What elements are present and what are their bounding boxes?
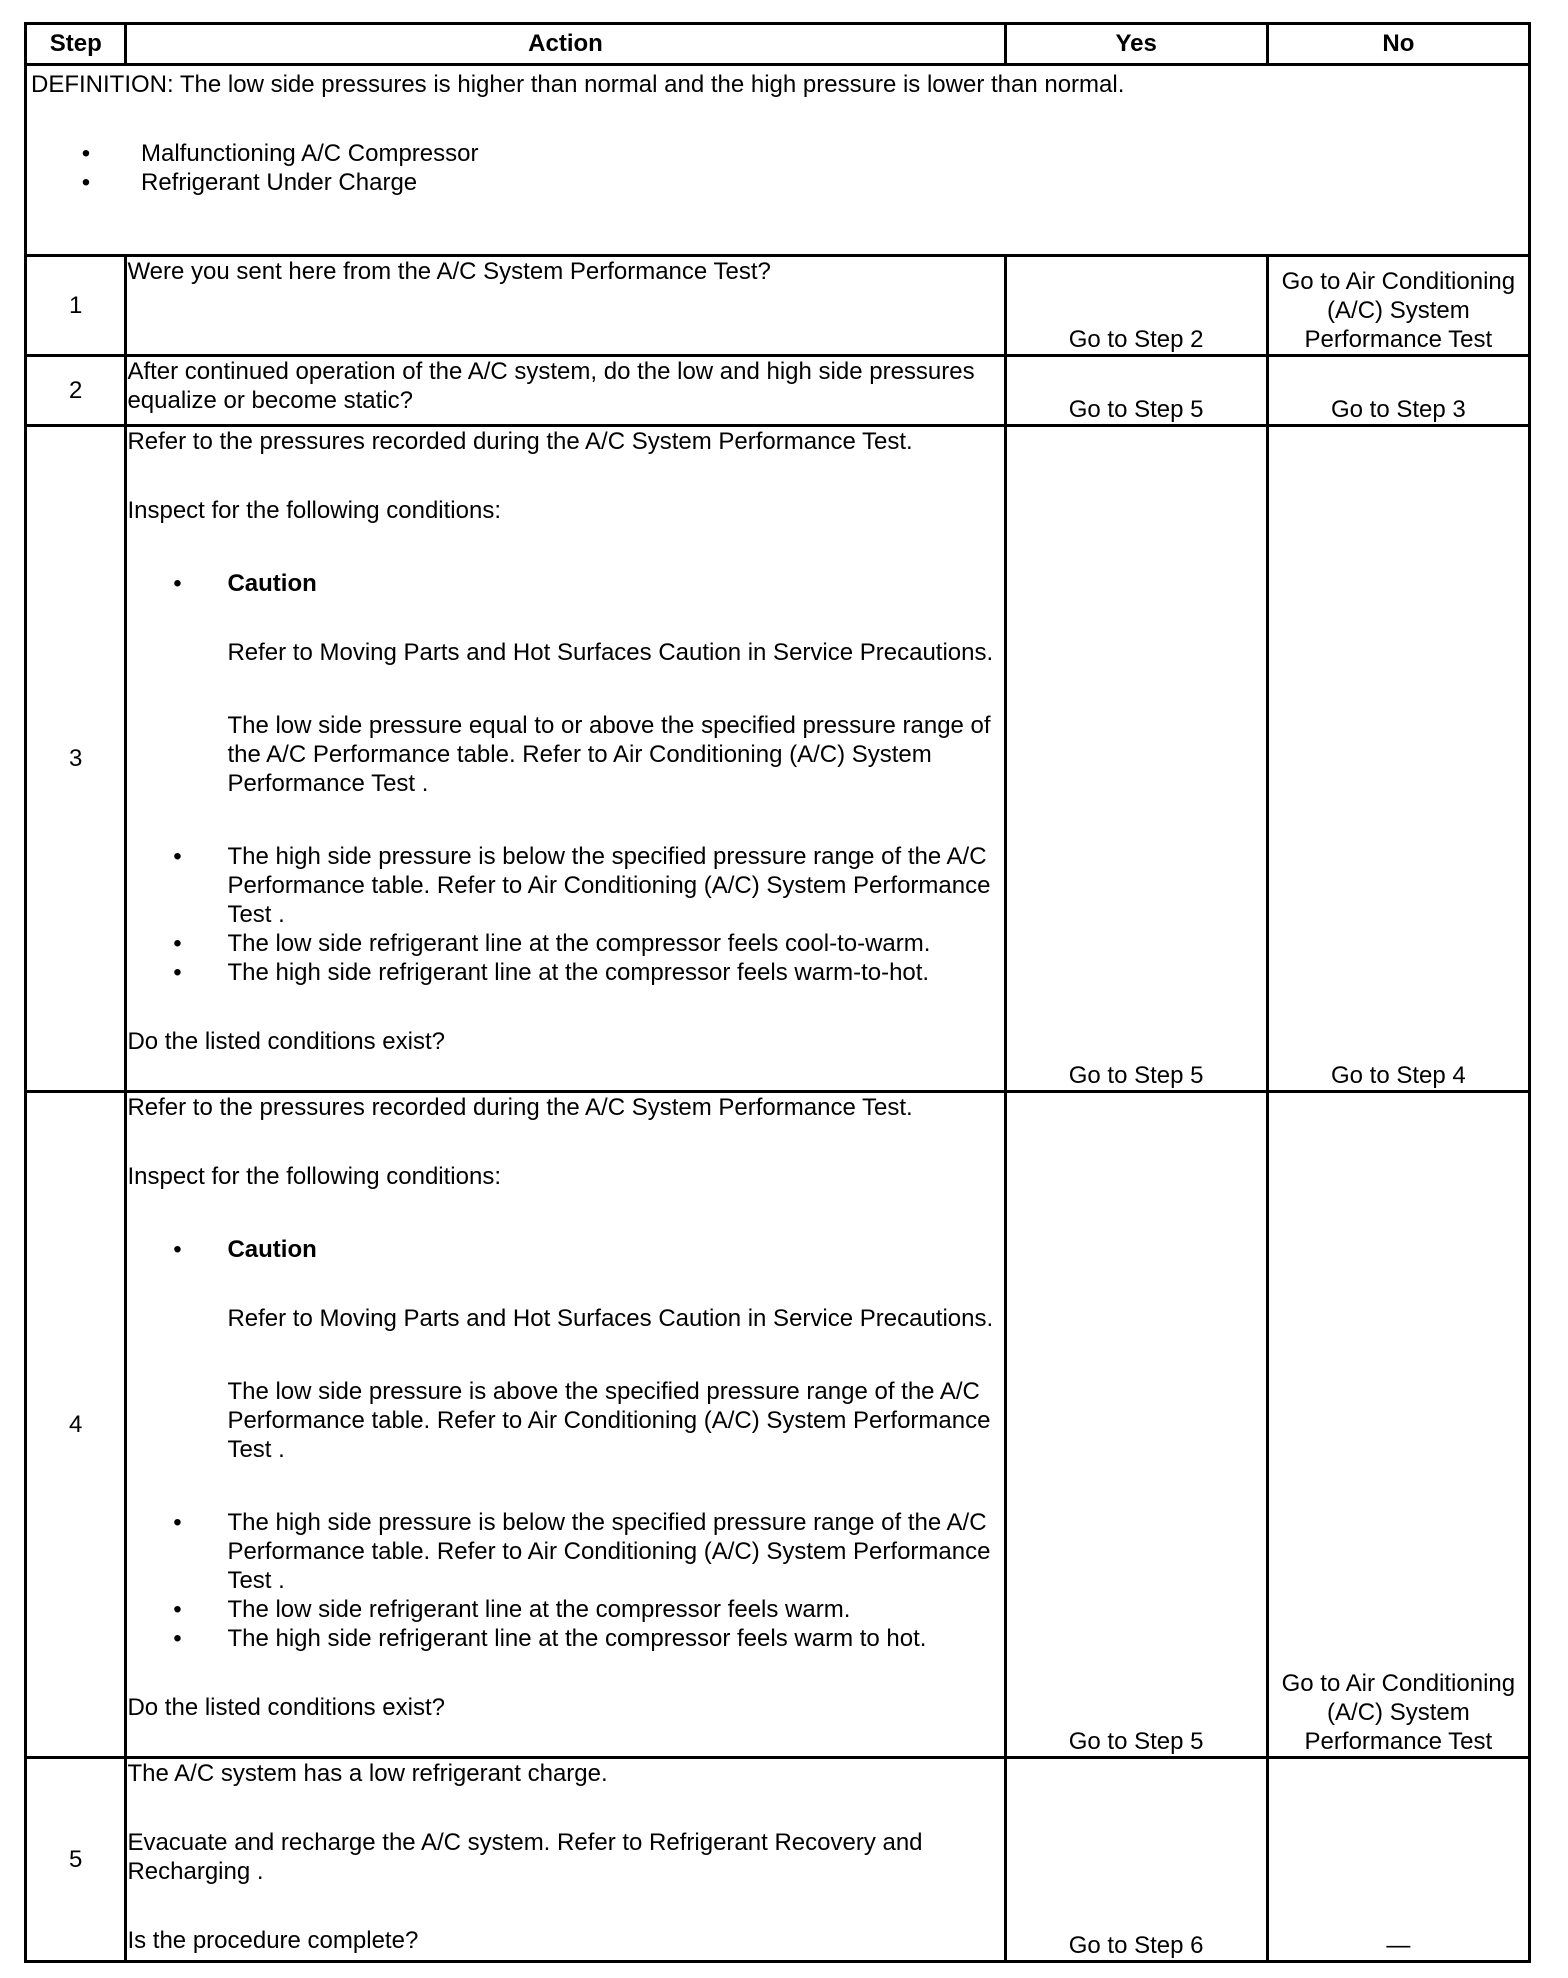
header-step: Step xyxy=(26,24,126,65)
header-yes: Yes xyxy=(1005,24,1267,65)
list-item: • Malfunctioning A/C Compressor xyxy=(81,140,479,167)
yes-cell: Go to Step 6 xyxy=(1005,1758,1267,1962)
header-action: Action xyxy=(126,24,1005,65)
table-row xyxy=(26,256,1530,356)
table-row xyxy=(26,1092,1530,1758)
no-cell: Go to Air Conditioning (A/C) System Performance Test xyxy=(1267,256,1529,356)
step-number: 2 xyxy=(26,356,126,426)
step-number: 4 xyxy=(26,1092,126,1758)
action-cell: Refer to the pressures recorded during the A/C System Performance Test. Inspect for the following conditions: • Caution Refer to Moving Parts and Hot Surfaces Caution in Service Precautions. The low side pressure equal to or above the specified pressure range of the A/C Performance table. Refer to Air Conditioning (A/C) System Performance Test . • The high side pressure is below the specified pressure range of the A/C Performance table. Refer to Air Conditioning (A/C) System Performance Test . • The low side refrigerant line at the compressor feels cool-to-warm. • The high side refrigerant line at the compressor feels warm-to-hot. Do the listed conditions exist? xyxy=(126,426,1005,1092)
yes-cell: Go to Step 2 xyxy=(1005,256,1267,356)
header-row xyxy=(26,24,1530,65)
table-row xyxy=(26,426,1530,1092)
action-cell: After continued operation of the A/C system, do the low and high side pressures equalize or become static? xyxy=(126,356,1005,426)
yes-cell: Go to Step 5 xyxy=(1005,356,1267,426)
no-cell: Go to Step 4 xyxy=(1267,426,1529,1092)
action-cell: The A/C system has a low refrigerant charge. Evacuate and recharge the A/C system. Refer to Refrigerant Recovery and Recharging . Is the procedure complete? xyxy=(126,1758,1005,1962)
diagnostic-table xyxy=(24,22,1531,1963)
no-cell: — xyxy=(1267,1758,1529,1962)
definition-text: DEFINITION: The low side pressures is higher than normal and the high pressure is lower than normal. xyxy=(31,71,1125,98)
step-number: 5 xyxy=(26,1758,126,1962)
list-item: • Refrigerant Under Charge xyxy=(81,169,418,196)
no-cell: Go to Air Conditioning (A/C) System Performance Test xyxy=(1267,1092,1529,1758)
yes-cell: Go to Step 5 xyxy=(1005,426,1267,1092)
action-cell: Were you sent here from the A/C System Performance Test? xyxy=(126,256,1005,356)
table-row xyxy=(26,356,1530,426)
table-row xyxy=(26,1758,1530,1962)
no-cell: Go to Step 3 xyxy=(1267,356,1529,426)
definition-row xyxy=(26,65,1530,256)
yes-cell: Go to Step 5 xyxy=(1005,1092,1267,1758)
header-no: No xyxy=(1267,24,1529,65)
step-number: 1 xyxy=(26,256,126,356)
step-number: 3 xyxy=(26,426,126,1092)
definition-list xyxy=(31,139,1524,197)
action-cell: Refer to the pressures recorded during the A/C System Performance Test. Inspect for the following conditions: • Caution Refer to Moving Parts and Hot Surfaces Caution in Service Precautions. The low side pressure is above the specified pressure range of the A/C Performance table. Refer to Air Conditioning (A/C) System Performance Test . • The high side pressure is below the specified pressure range of the A/C Performance table. Refer to Air Conditioning (A/C) System Performance Test . • The low side refrigerant line at the compressor feels warm. • The high side refrigerant line at the compressor feels warm to hot. Do the listed conditions exist? xyxy=(126,1092,1005,1758)
